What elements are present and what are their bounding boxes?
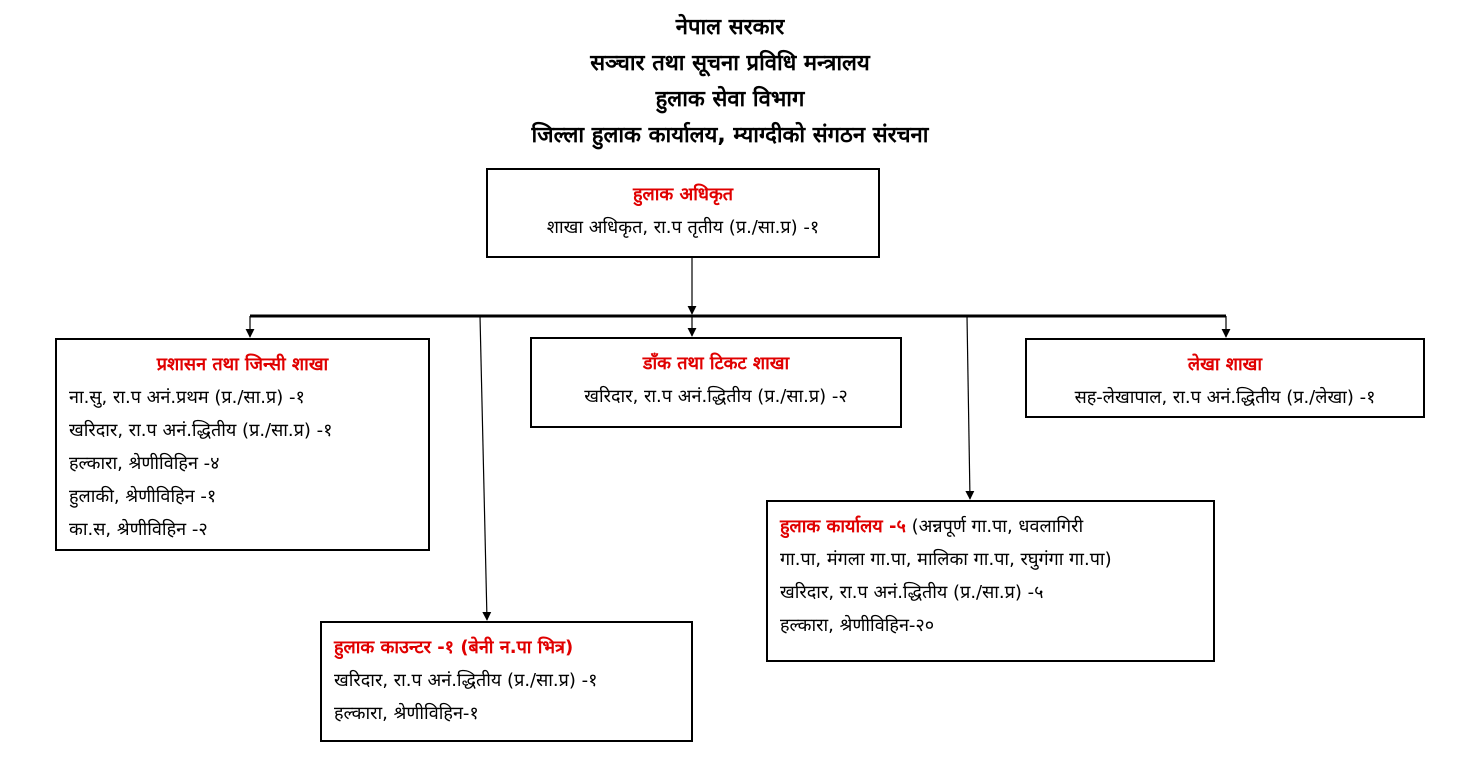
connector-to-office [967, 316, 970, 499]
postal-officer-box [486, 168, 880, 258]
admin-section-line: खरिदार, रा.प अनं.द्धितीय (प्र./सा.प्र) -१ [69, 420, 333, 441]
postal-officer-title: हुलाक अधिकृत [632, 184, 734, 205]
mail-ticket-section-title: डाँक तथा टिकट शाखा [642, 353, 790, 374]
area-post-offices-line: हल्कारा, श्रेणीविहिन-२० [780, 615, 935, 636]
account-section-line: सह-लेखापाल, रा.प अनं.द्धितीय (प्र./लेखा) -१ [1074, 387, 1376, 408]
connector-to-counter [480, 316, 487, 620]
area-post-offices-box [766, 500, 1215, 662]
admin-section-box [55, 338, 430, 551]
mail-ticket-section-box [530, 337, 902, 428]
header-department: हुलाक सेवा विभाग [655, 87, 805, 112]
area-post-offices-title: हुलाक कार्यालय -५ [780, 516, 906, 537]
postal-counter-box [320, 621, 693, 742]
chart-header [0, 10, 1460, 154]
postal-counter-title: हुलाक काउन्टर -१ (बेनी न.पा भित्र) [334, 637, 574, 658]
admin-section-line: का.स, श्रेणीविहिन -२ [69, 519, 208, 540]
mail-ticket-section-line: खरिदार, रा.प अनं.द्धितीय (प्र./सा.प्र) -२ [584, 386, 848, 407]
area-post-offices-title-suffix: (अन्नपूर्ण गा.पा, धवलागिरी [905, 516, 1084, 537]
postal-officer-line: शाखा अधिकृत, रा.प तृतीय (प्र./सा.प्र) -१ [546, 217, 820, 238]
postal-counter-line: खरिदार, रा.प अनं.द्धितीय (प्र./सा.प्र) -१ [334, 670, 598, 691]
area-post-offices-line: गा.पा, मंगला गा.पा, मालिका गा.पा, रघुगंगा गा.पा) [780, 549, 1112, 570]
header-chart-title: जिल्ला हुलाक कार्यालय, म्याग्दीको संगठन संरचना [531, 123, 929, 148]
admin-section-line: हुलाकी, श्रेणीविहिन -१ [69, 486, 217, 507]
admin-section-line: हल्कारा, श्रेणीविहिन -४ [69, 453, 220, 474]
area-post-offices-line: खरिदार, रा.प अनं.द्धितीय (प्र./सा.प्र) -५ [780, 582, 1044, 603]
header-ministry: सञ्चार तथा सूचना प्रविधि मन्त्रालय [590, 51, 870, 76]
account-section-title: लेखा शाखा [1187, 354, 1263, 375]
account-section-box [1025, 338, 1425, 418]
postal-counter-line: हल्कारा, श्रेणीविहिन-१ [334, 703, 479, 724]
admin-section-line: ना.सु, रा.प अनं.प्रथम (प्र./सा.प्र) -१ [69, 387, 305, 408]
header-government: नेपाल सरकार [675, 15, 785, 40]
admin-section-title: प्रशासन तथा जिन्सी शाखा [156, 354, 329, 375]
